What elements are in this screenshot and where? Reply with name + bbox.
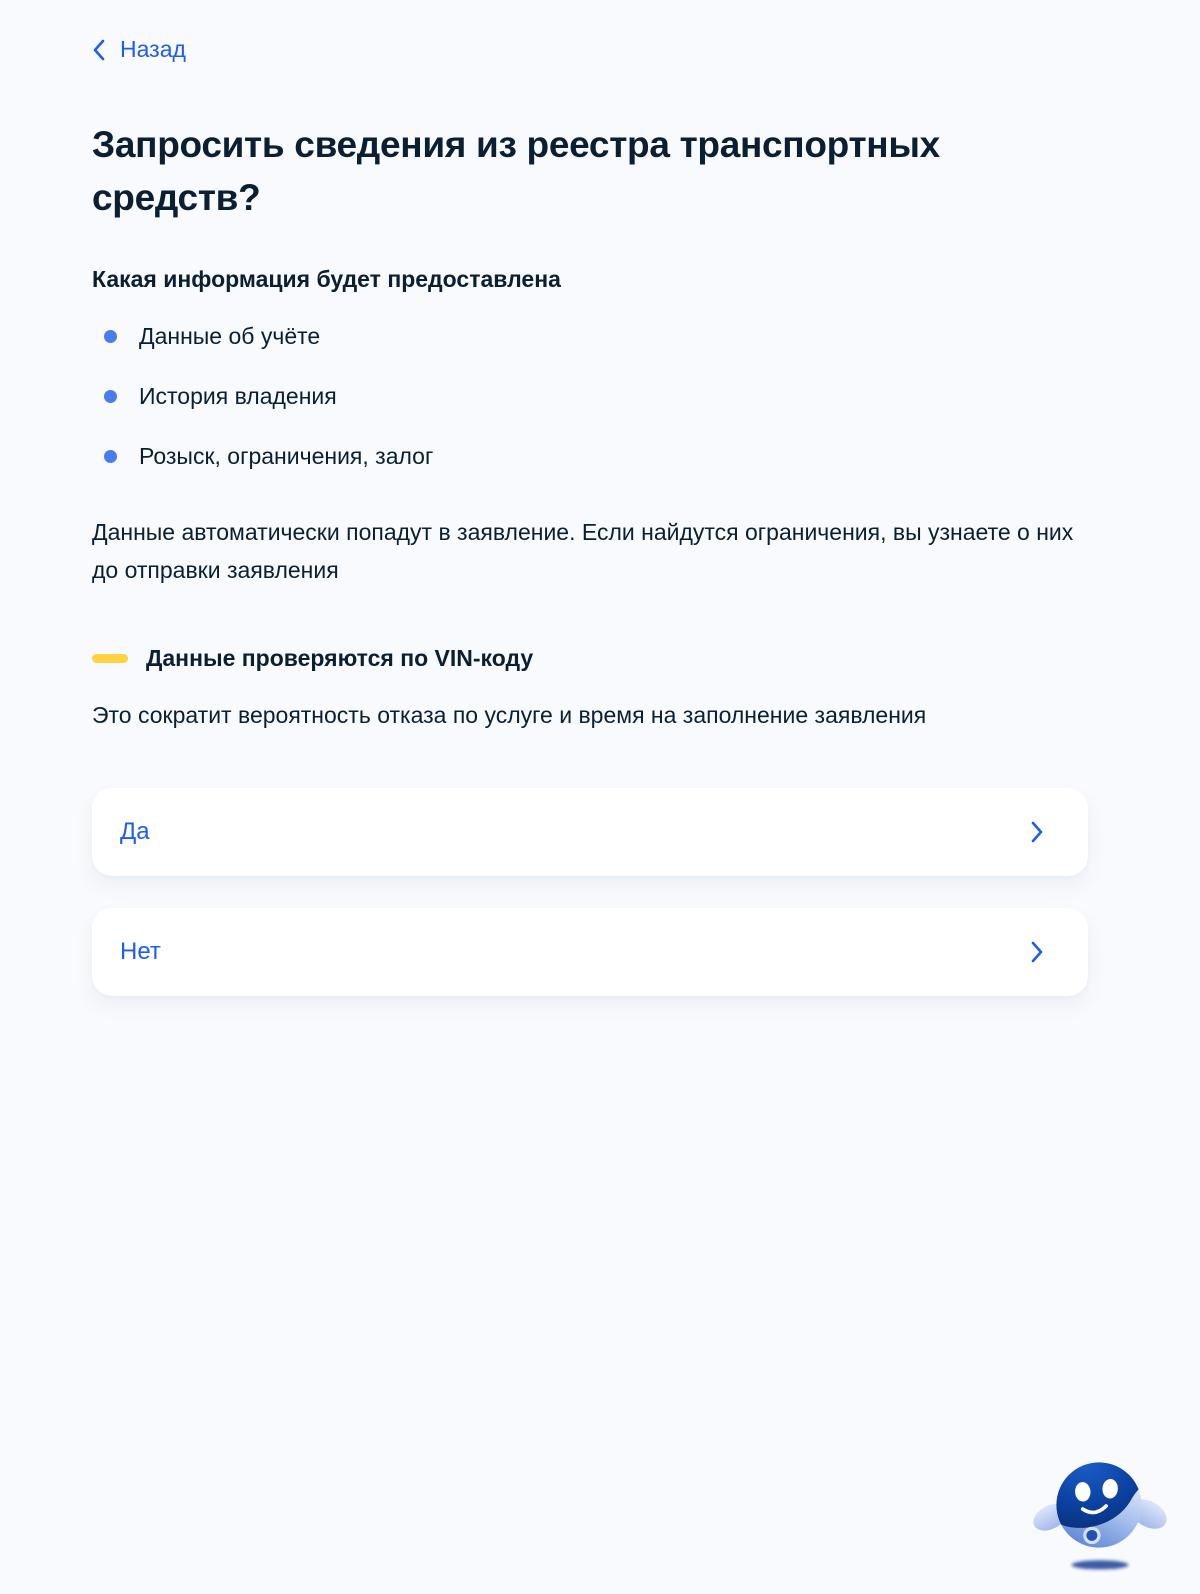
list-item-label: История владения <box>139 383 337 409</box>
vin-row <box>92 645 1088 672</box>
back-link-label: Назад <box>120 36 186 62</box>
choice-label: Нет <box>120 937 161 965</box>
choices-group <box>92 788 1088 996</box>
info-heading: Какая информация будет предоставлена <box>92 265 561 292</box>
choice-label: Да <box>120 817 150 845</box>
chevron-left-icon <box>92 39 106 61</box>
chevron-right-icon <box>1031 941 1044 963</box>
info-note: Данные автоматически попадут в заявление. Если найдутся ограничения, вы узнаете о них до отправки заявления <box>92 518 1074 583</box>
info-list <box>92 307 1088 487</box>
yellow-dash-icon <box>92 654 128 663</box>
vin-heading: Данные проверяются по VIN-коду <box>146 644 534 671</box>
assistant-robot-icon[interactable] <box>1028 1432 1170 1578</box>
bullet-dot-icon <box>104 390 117 403</box>
list-item <box>92 427 1088 487</box>
vin-note: Это сократит вероятность отказа по услуге и время на заполнение заявления <box>92 701 927 728</box>
back-link[interactable] <box>92 36 186 63</box>
page-title: Запросить сведения из реестра транспортных средств? <box>92 123 940 218</box>
choice-card-yes[interactable] <box>92 788 1088 876</box>
list-item <box>92 367 1088 427</box>
list-item-label: Данные об учёте <box>139 323 321 349</box>
bullet-dot-icon <box>104 450 117 463</box>
bullet-dot-icon <box>104 330 117 343</box>
main-content <box>92 0 1088 996</box>
chevron-right-icon <box>1031 821 1044 843</box>
list-item <box>92 307 1088 367</box>
choice-card-no[interactable] <box>92 908 1088 996</box>
list-item-label: Розыск, ограничения, залог <box>139 443 434 469</box>
